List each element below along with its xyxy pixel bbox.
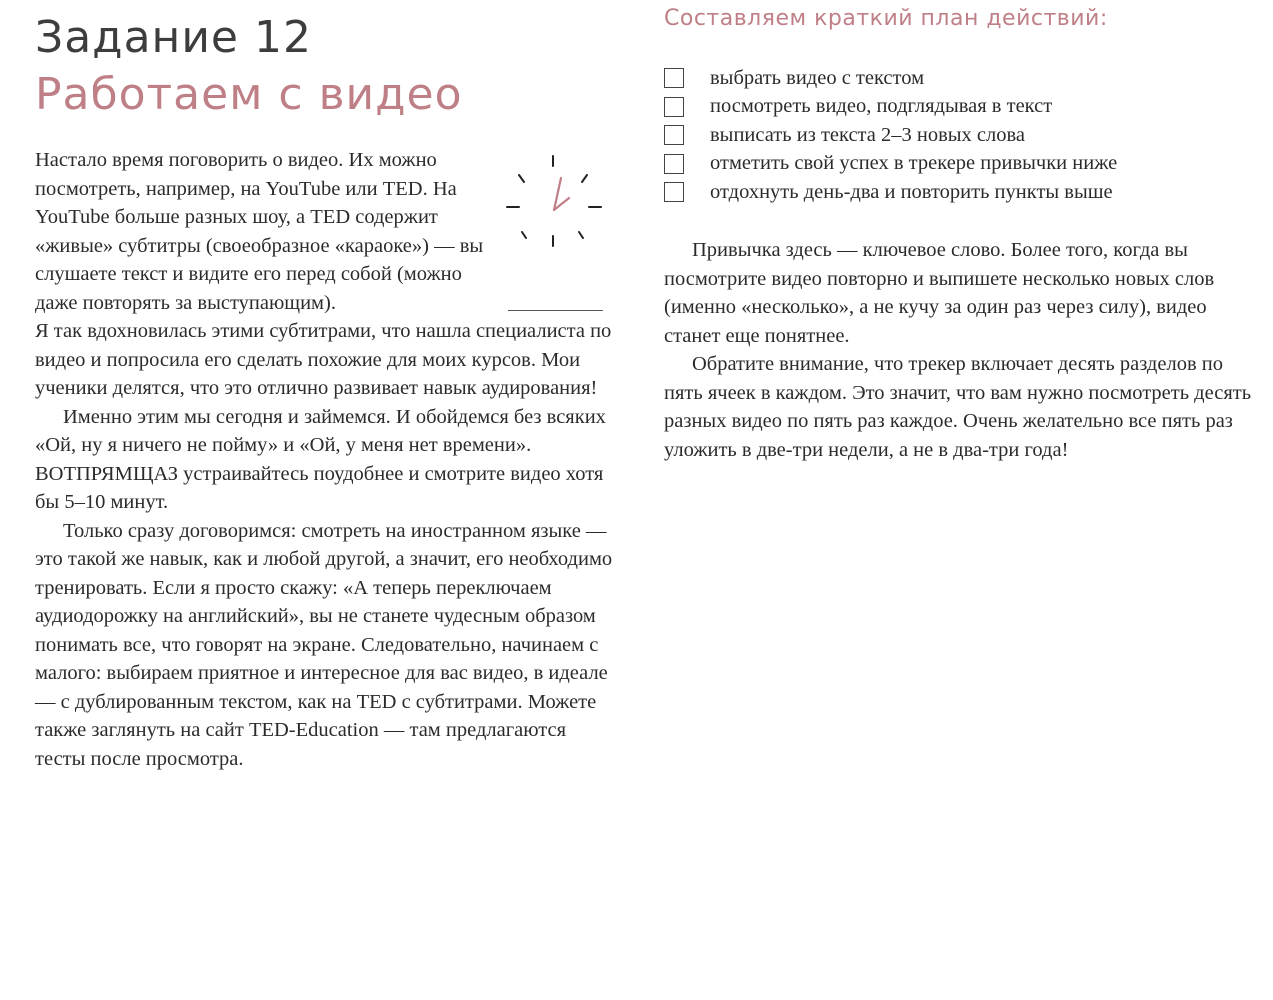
checklist-item-label: отметить свой успех в трекере привычки ниже [710,152,1118,175]
checkbox[interactable] [664,125,684,145]
checkbox[interactable] [664,154,684,174]
checklist-item [664,93,1117,122]
task-subtitle: Работаем с видео [35,69,463,120]
task-number-title: Задание 12 [35,12,312,63]
checklist-item-label: отдохнуть день-два и повторить пункты выше [710,180,1113,203]
left-column [35,146,615,773]
checkbox[interactable] [664,68,684,88]
body-paragraph-2: Именно этим мы сегодня и займемся. И обойдемся без всяких «Ой, ну я ничего не пойму» и «Ой, у меня нет времени». ВОТПРЯМЩАЗ устраивайтесь поудобнее и смотрите видео хотя бы 5–10 минут. [35,405,606,513]
checklist-item [664,178,1117,207]
plan-title: Составляем краткий план действий: [664,6,1108,31]
checklist-item [664,64,1117,93]
checklist-item-label: выбрать видео с текстом [710,66,925,89]
plan-checklist [664,64,1117,207]
intro-paragraph-continued: Я так вдохновилась этими субтитрами, что нашла специалиста по видео и попросила его сделать похожие для моих курсов. Мои ученики делятся, что это отлично развивает навык аудирования! [35,320,612,399]
checklist-item-label: выписать из текста 2–3 новых слова [710,123,1025,146]
checkbox[interactable] [664,182,684,202]
right-column [664,236,1254,464]
checklist-item [664,150,1117,179]
checklist-item-label: посмотреть видео, подглядывая в текст [710,95,1053,118]
body-paragraph-3: Только сразу договоримся: смотреть на иностранном языке — это такой же навык, как и любой другой, а значит, его необходимо тренировать. Если я просто скажу: «А теперь переключаем аудиодорожку на английский», вы не станете чудесным образом понимать все, что говорят на экране. Следовательно, начинаем с малого: выбираем приятное и интересное для вас видео, в идеале — с дублированным текстом, как на TED с субтитрами. Можете также заглянуть на сайт TED-Education — там предлагаются тесты после просмотра. [35,519,613,770]
habit-paragraph: Привычка здесь — ключевое слово. Более того, когда вы посмотрите видео повторно и выпишете несколько новых слов (именно «несколько», а не кучу за один раз через силу), видео станет еще понятнее. [664,239,1215,347]
tracker-paragraph: Обратите внимание, что трекер включает десять разделов по пять ячеек в каждом. Это значит, что вам нужно посмотреть десять разных видео по пять раз каждое. Очень желательно все пять раз уложить в две-три недели, а не в два-три года! [664,353,1252,461]
intro-paragraph [35,146,615,403]
intro-paragraph-wrapped-text: Настало время поговорить о видео. Их можно посмотреть, например, на YouTube или TED. На YouTube больше разных шоу, а TED содержит «живые» субтитры (своеобразное «караоке») — вы слушаете текст и видите его перед собой (можно даже повторять за выступающим). [35,149,484,314]
checklist-item [664,121,1117,150]
checkbox[interactable] [664,97,684,117]
